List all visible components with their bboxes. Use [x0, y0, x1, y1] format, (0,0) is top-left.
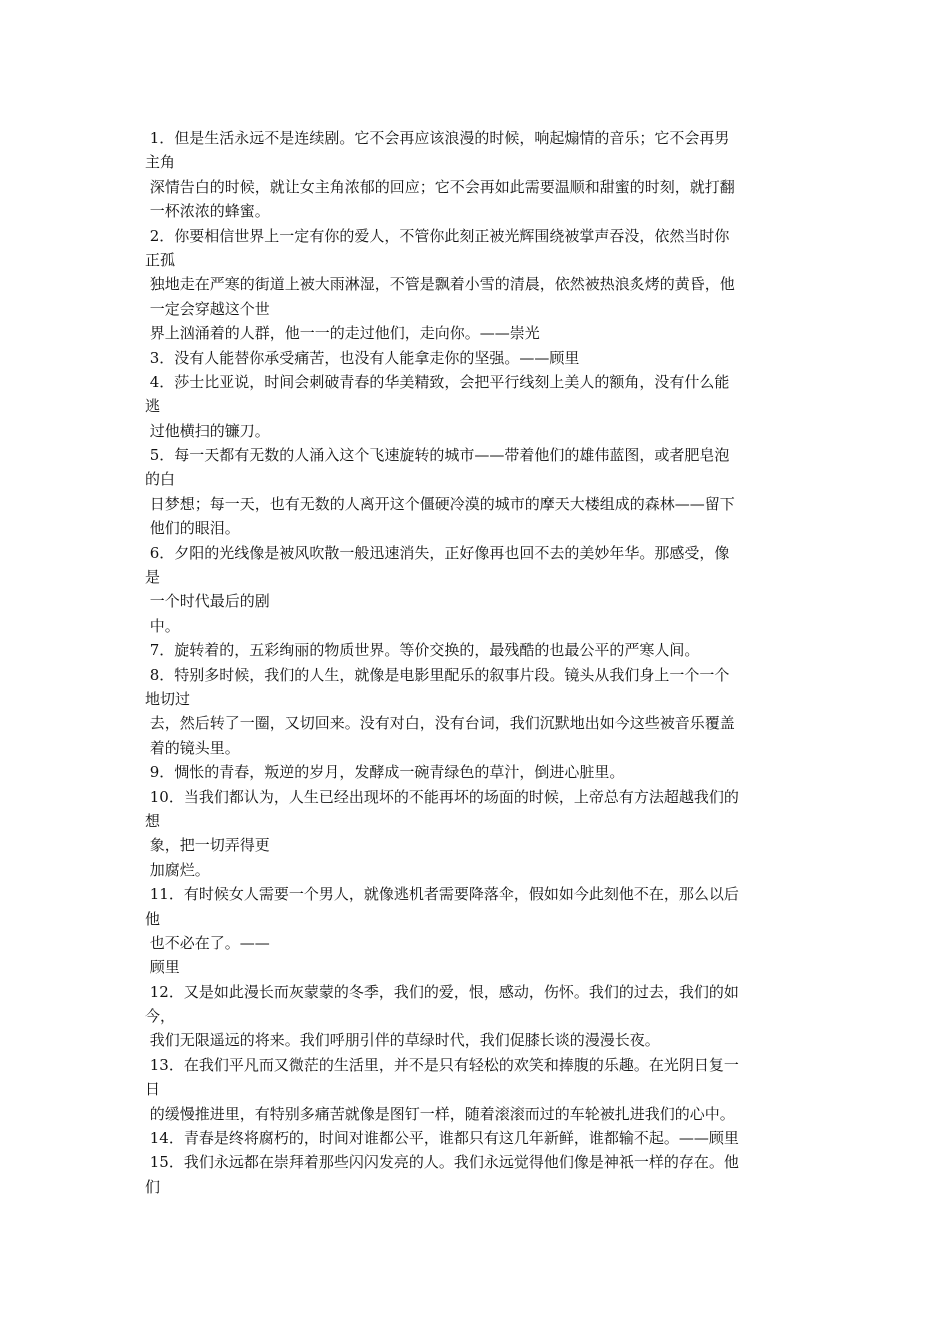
text-line: 14．青春是终将腐朽的，时间对谁都公平，谁都只有这几年新鲜，谁都输不起。——顾里 — [145, 1129, 739, 1148]
text-line: 2．你要相信世界上一定有你的爱人，不管你此刻正被光辉围绕被掌声吞没，依然当时你 — [145, 226, 730, 245]
text-line: 5．每一天都有无数的人涌入这个飞速旋转的城市——带着他们的雄伟蓝图，或者肥皂泡 — [145, 446, 730, 465]
text-line: 7．旋转着的，五彩绚丽的物质世界。等价交换的，最残酷的也最公平的严寒人间。 — [145, 641, 700, 660]
text-line: 9．惆怅的青春，叛逆的岁月，发酵成一碗青绿色的草汁，倒进心脏里。 — [145, 763, 625, 782]
text-line: 独地走在严寒的街道上被大雨淋湿，不管是飘着小雪的清晨，依然被热浪炙烤的黄昏，他 — [145, 275, 735, 294]
text-line: 的白 — [145, 470, 176, 489]
text-line: 中。 — [145, 616, 180, 635]
text-line: 日 — [145, 1080, 161, 1099]
text-line: 是 — [145, 568, 161, 587]
text-line: 象，把一切弄得更 — [145, 836, 270, 855]
text-line: 13．在我们平凡而又微茫的生活里，并不是只有轻松的欢笑和捧腹的乐趣。在光阴日复一 — [145, 1055, 739, 1074]
text-line: 深情告白的时候，就让女主角浓郁的回应；它不会再如此需要温顺和甜蜜的时刻，就打翻 — [145, 177, 735, 196]
text-line: 3．没有人能替你承受痛苦，也没有人能拿走你的坚强。——顾里 — [145, 348, 580, 367]
text-line: 想 — [145, 811, 161, 830]
text-line: 也不必在了。—— — [145, 933, 270, 952]
text-line: 日梦想；每一天，也有无数的人离开这个僵硬冷漠的城市的摩天大楼组成的森林——留下 — [145, 494, 735, 513]
text-line: 界上汹涌着的人群，他一一的走过他们，走向你。——崇光 — [145, 324, 540, 343]
text-line: 主角 — [145, 153, 176, 172]
text-line: 一定会穿越这个世 — [145, 299, 270, 318]
text-line: 12．又是如此漫长而灰蒙蒙的冬季，我们的爱，恨，感动，伤怀。我们的过去，我们的如 — [145, 982, 739, 1001]
text-line: 正孤 — [145, 250, 176, 269]
text-line: 地切过 — [145, 689, 191, 708]
text-line: 8．特别多时候，我们的人生，就像是电影里配乐的叙事片段。镜头从我们身上一个一个 — [145, 665, 730, 684]
text-line: 过他横扫的镰刀。 — [145, 421, 270, 440]
text-line: 我们无限遥远的将来。我们呼朋引伴的草绿时代，我们促膝长谈的漫漫长夜。 — [145, 1031, 660, 1050]
text-line: 逃 — [145, 397, 161, 416]
text-line: 一杯浓浓的蜂蜜。 — [145, 202, 270, 221]
text-line: 们 — [145, 1177, 161, 1196]
document-body — [145, 126, 810, 1199]
text-line: 顾里 — [145, 958, 180, 977]
text-line: 加腐烂。 — [145, 860, 210, 879]
text-line: 去，然后转了一圈，又切回来。没有对白，没有台词，我们沉默地出如今这些被音乐覆盖 — [145, 714, 735, 733]
text-line: 一个时代最后的剧 — [145, 592, 270, 611]
text-line: 今， — [145, 1007, 176, 1026]
text-line: 1．但是生活永远不是连续剧。它不会再应该浪漫的时候，响起煽情的音乐；它不会再男 — [145, 129, 730, 147]
text-line: 15．我们永远都在崇拜着那些闪闪发亮的人。我们永远觉得他们像是神祇一样的存在。他 — [145, 1153, 739, 1172]
text-line: 着的镜头里。 — [145, 738, 240, 757]
text-line: 他 — [145, 909, 161, 928]
text-line: 10．当我们都认为，人生已经出现坏的不能再坏的场面的时候，上帝总有方法超越我们的 — [145, 787, 739, 806]
text-line: 他们的眼泪。 — [145, 519, 240, 538]
text-line: 的缓慢推进里，有特别多痛苦就像是图钉一样，随着滚滚而过的车轮被扎进我们的心中。 — [145, 1104, 735, 1123]
text-line: 4．莎士比亚说，时间会刺破青春的华美精致，会把平行线刻上美人的额角，没有什么能 — [145, 372, 730, 391]
text-line: 11．有时候女人需要一个男人，就像逃机者需要降落伞，假如如今此刻他不在，那么以后 — [145, 885, 739, 904]
text-line: 6．夕阳的光线像是被风吹散一般迅速消失，正好像再也回不去的美妙年华。那感受，像 — [145, 543, 730, 562]
